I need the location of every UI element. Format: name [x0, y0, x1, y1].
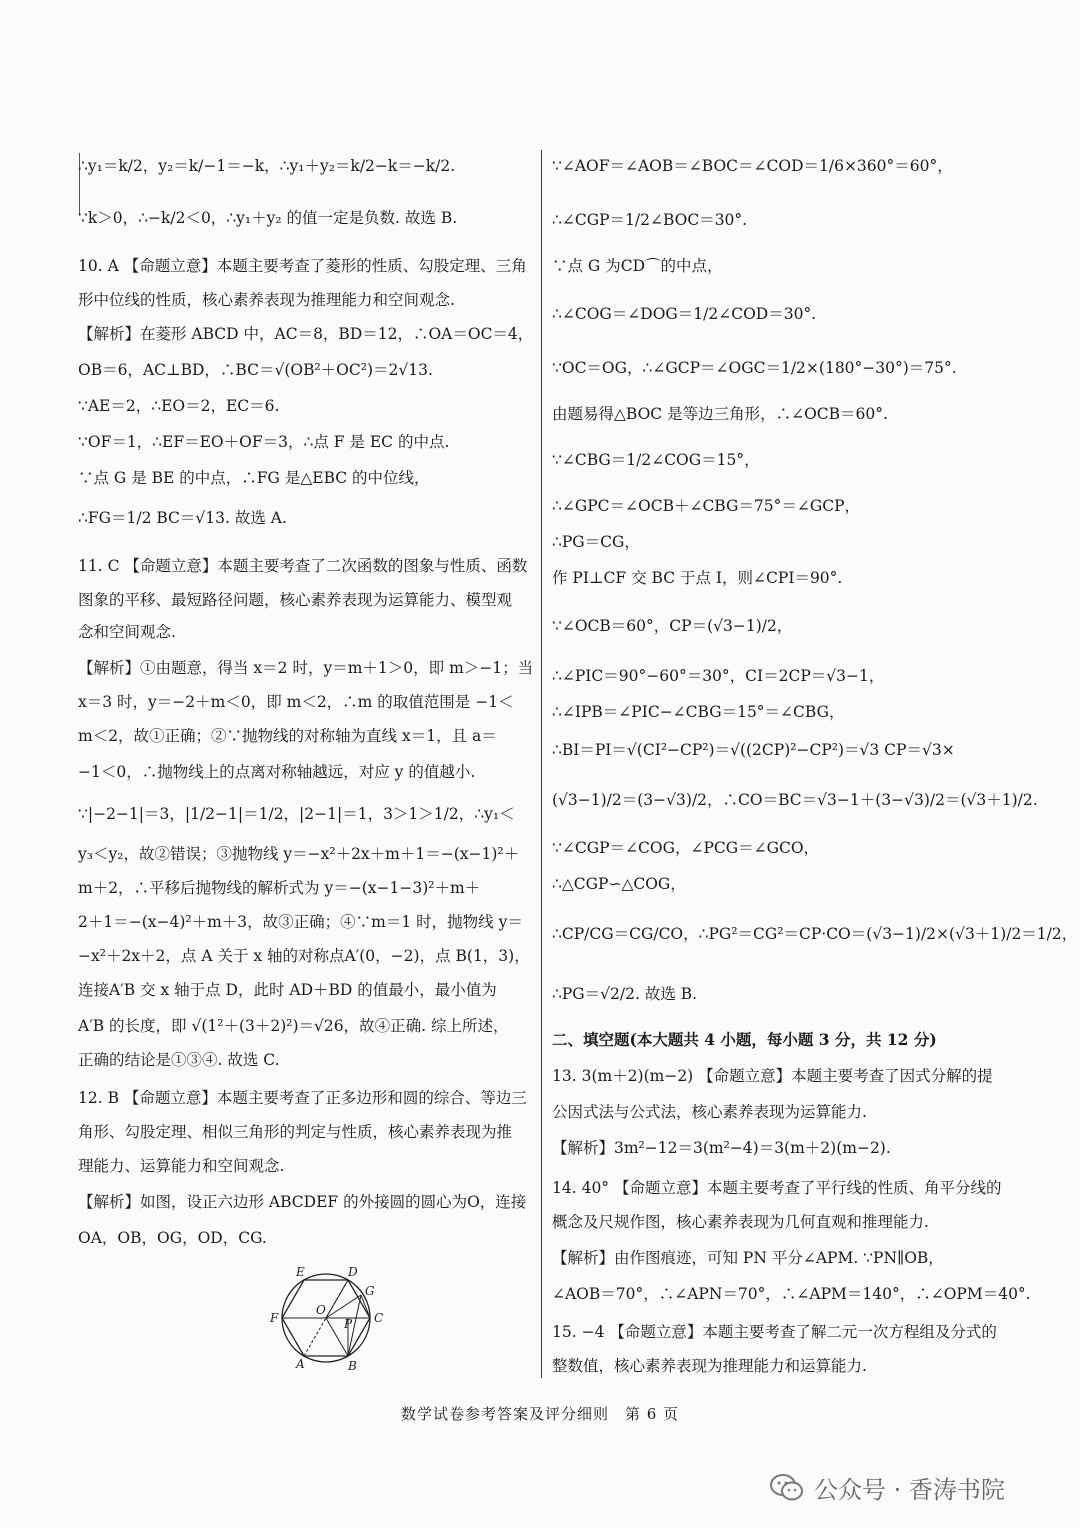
left-line: x＝3 时，y＝−2＋m＜0，即 m＜2，∴m 的取值范围是 −1＜ — [78, 693, 514, 711]
figure-label-p: P — [344, 1317, 353, 1331]
right-line: ∴∠CGP＝1/2∠BOC＝30°. — [552, 211, 748, 229]
right-line: 15. −4 【命题立意】本题主要考查了解二元一次方程组及分式的 — [552, 1323, 997, 1341]
right-line: 作 PI⊥CF 交 BC 于点 I，则∠CPI＝90°. — [552, 569, 843, 587]
left-line: ∵点 G 是 BE 的中点，∴FG 是△EBC 的中位线， — [78, 469, 430, 487]
left-line: 连接A′B 交 x 轴于点 D，此时 AD＋BD 的值最小，最小值为 — [78, 981, 497, 999]
left-line: ∵k＞0，∴−k/2＜0，∴y₁＋y₂ 的值一定是负数. 故选 B. — [78, 209, 458, 227]
right-line: ∴∠GPC＝∠OCB＋∠CBG＝75°＝∠GCP， — [552, 497, 861, 515]
left-line: −x²＋2x＋2，点 A 关于 x 轴的对称点A′(0，−2)，点 B(1，3)， — [78, 947, 530, 965]
figure-label-g: G — [365, 1284, 375, 1298]
hexagon-circle-figure — [260, 1262, 390, 1374]
left-line: 11. C 【命题立意】本题主要考查了二次函数的图象与性质、函数 — [78, 557, 528, 575]
figure-label-b: B — [348, 1359, 357, 1373]
left-line: −1＜0，∴抛物线上的点离对称轴越远，对应 y 的值越小. — [78, 763, 476, 781]
left-line: 图象的平移、最短路径问题，核心素养表现为运算能力、模型观 — [78, 591, 513, 609]
figure-label-o: O — [316, 1303, 326, 1317]
right-line: 概念及尺规作图，核心素养表现为几何直观和推理能力. — [552, 1213, 929, 1231]
left-line: 2＋1＝−(x−4)²＋m＋3，故③正确；④∵m＝1 时，抛物线 y＝ — [78, 913, 523, 931]
right-line: ∵∠AOF＝∠AOB＝∠BOC＝∠COD＝1/6×360°＝60°， — [552, 157, 953, 175]
figure-label-e: E — [296, 1265, 305, 1279]
right-line: 【解析】由作图痕迹，可知 PN 平分∠APM. ∵PN∥OB， — [552, 1249, 944, 1267]
left-line: 念和空间观念. — [78, 623, 176, 641]
figure-label-f: F — [270, 1311, 279, 1325]
right-line: ∴∠COG＝∠DOG＝1/2∠COD＝30°. — [552, 305, 817, 323]
left-line: ∵AE＝2，∴EO＝2，EC＝6. — [78, 397, 280, 415]
left-line: 理能力、运算能力和空间观念. — [78, 1157, 285, 1175]
right-line: ∠AOB＝70°，∴∠APN＝70°，∴∠APM＝140°，∴∠OPM＝40°. — [552, 1285, 1031, 1303]
right-line: ∴PG＝CG， — [552, 533, 640, 551]
right-line: ∴PG＝√2/2. 故选 B. — [552, 985, 698, 1003]
watermark — [770, 1470, 1005, 1505]
right-line: ∴BI＝PI＝√(CI²−CP²)＝√((2CP)²−CP²)＝√3 CP＝√3× — [552, 741, 955, 759]
left-line: ∵|−2−1|＝3，|1/2−1|＝1/2，|2−1|＝1，3＞1＞1/2，∴y₁＜ — [78, 805, 515, 823]
left-line: ∵OF＝1，∴EF＝EO＋OF＝3，∴点 F 是 EC 的中点. — [78, 433, 450, 451]
right-line: 由题易得△BOC 是等边三角形，∴∠OCB＝60°. — [552, 405, 888, 423]
right-line: ∵∠OCB＝60°，CP＝(√3−1)/2， — [552, 617, 793, 635]
left-line: OB＝6，AC⊥BD，∴BC＝√(OB²＋OC²)＝2√13. — [78, 361, 433, 379]
right-line: ∵点 G 为CD⌒的中点， — [552, 257, 723, 275]
left-line: 【解析】①由题意，得当 x＝2 时，y＝m＋1＞0，即 m＞−1；当 — [78, 659, 534, 677]
right-line: 14. 40° 【命题立意】本题主要考查了平行线的性质、角平分线的 — [552, 1179, 1002, 1197]
page-footer: 数学试卷参考答案及评分细则 第 6 页 — [400, 1405, 680, 1423]
right-line: 13. 3(m＋2)(m−2) 【命题立意】本题主要考查了因式分解的提 — [552, 1067, 993, 1085]
wechat-icon — [770, 1473, 804, 1503]
left-line: m＜2，故①正确；②∵抛物线的对称轴为直线 x＝1，且 a＝ — [78, 727, 497, 745]
figure-label-c: C — [374, 1311, 384, 1325]
right-line: ∵∠CGP＝∠COG，∠PCG＝∠GCO， — [552, 839, 820, 857]
right-line: ∵∠CBG＝1/2∠COG＝15°， — [552, 451, 760, 469]
right-line: ∴∠IPB＝∠PIC−∠CBG＝15°＝∠CBG， — [552, 703, 845, 721]
left-line: 形中位线的性质，核心素养表现为推理能力和空间观念. — [78, 291, 455, 309]
left-line: 10. A 【命题立意】本题主要考查了菱形的性质、勾股定理、三角 — [78, 257, 527, 275]
column-divider — [541, 150, 542, 1378]
right-line: (√3−1)/2＝(3−√3)/2，∴CO＝BC＝√3−1＋(3−√3)/2＝(√3＋1)/2. — [552, 791, 1038, 809]
left-line: ∴y₁＝k/2，y₂＝k/−1＝−k，∴y₁＋y₂＝k/2−k＝−k/2. — [78, 157, 456, 175]
left-line: ∴FG＝1/2 BC＝√13. 故选 A. — [78, 509, 287, 527]
right-line: 二、填空题(本大题共 4 小题，每小题 3 分，共 12 分) — [552, 1030, 937, 1049]
watermark-text: 公众号 · 香涛书院 — [814, 1476, 1005, 1504]
right-line: ∴∠PIC＝90°−60°＝30°，CI＝2CP＝√3−1， — [552, 667, 885, 685]
left-line: m＋2，∴平移后抛物线的解析式为 y＝−(x−1−3)²＋m＋ — [78, 879, 481, 897]
left-line: 【解析】如图，设正六边形 ABCDEF 的外接圆的圆心为O，连接 — [78, 1193, 527, 1211]
right-line: ∵OC＝OG，∴∠GCP＝∠OGC＝1/2×(180°−30°)＝75°. — [552, 359, 957, 377]
right-line: 【解析】3m²−12＝3(m²−4)＝3(m＋2)(m−2). — [552, 1139, 891, 1157]
figure-label-d: D — [348, 1265, 358, 1279]
left-line: A′B 的长度，即 √(1²＋(3＋2)²)＝√26，故④正确. 综上所述， — [78, 1017, 509, 1035]
left-line: 12. B 【命题立意】本题主要考查了正多边形和圆的综合、等边三 — [78, 1089, 527, 1107]
right-line: ∴CP/CG＝CG/CO，∴PG²＝CG²＝CP·CO＝(√3−1)/2×(√3＋1)/2＝1/2， — [552, 925, 1078, 943]
left-line: OA，OB，OG，OD，CG. — [78, 1229, 267, 1247]
figure-label-a: A — [296, 1357, 305, 1371]
right-line: ∴△CGP∽△COG， — [552, 875, 686, 893]
right-line: 整数值，核心素养表现为推理能力和运算能力. — [552, 1357, 867, 1375]
left-line: 角形、勾股定理、相似三角形的判定与性质，核心素养表现为推 — [78, 1123, 513, 1141]
right-line: 公因式法与公式法，核心素养表现为运算能力. — [552, 1103, 867, 1121]
left-line: 正确的结论是①③④. 故选 C. — [78, 1051, 280, 1069]
left-line: 【解析】在菱形 ABCD 中，AC＝8，BD＝12，∴OA＝OC＝4， — [78, 325, 534, 343]
left-line: y₃＜y₂，故②错误；③抛物线 y＝−x²＋2x＋m＋1＝−(x−1)²＋ — [78, 845, 520, 863]
